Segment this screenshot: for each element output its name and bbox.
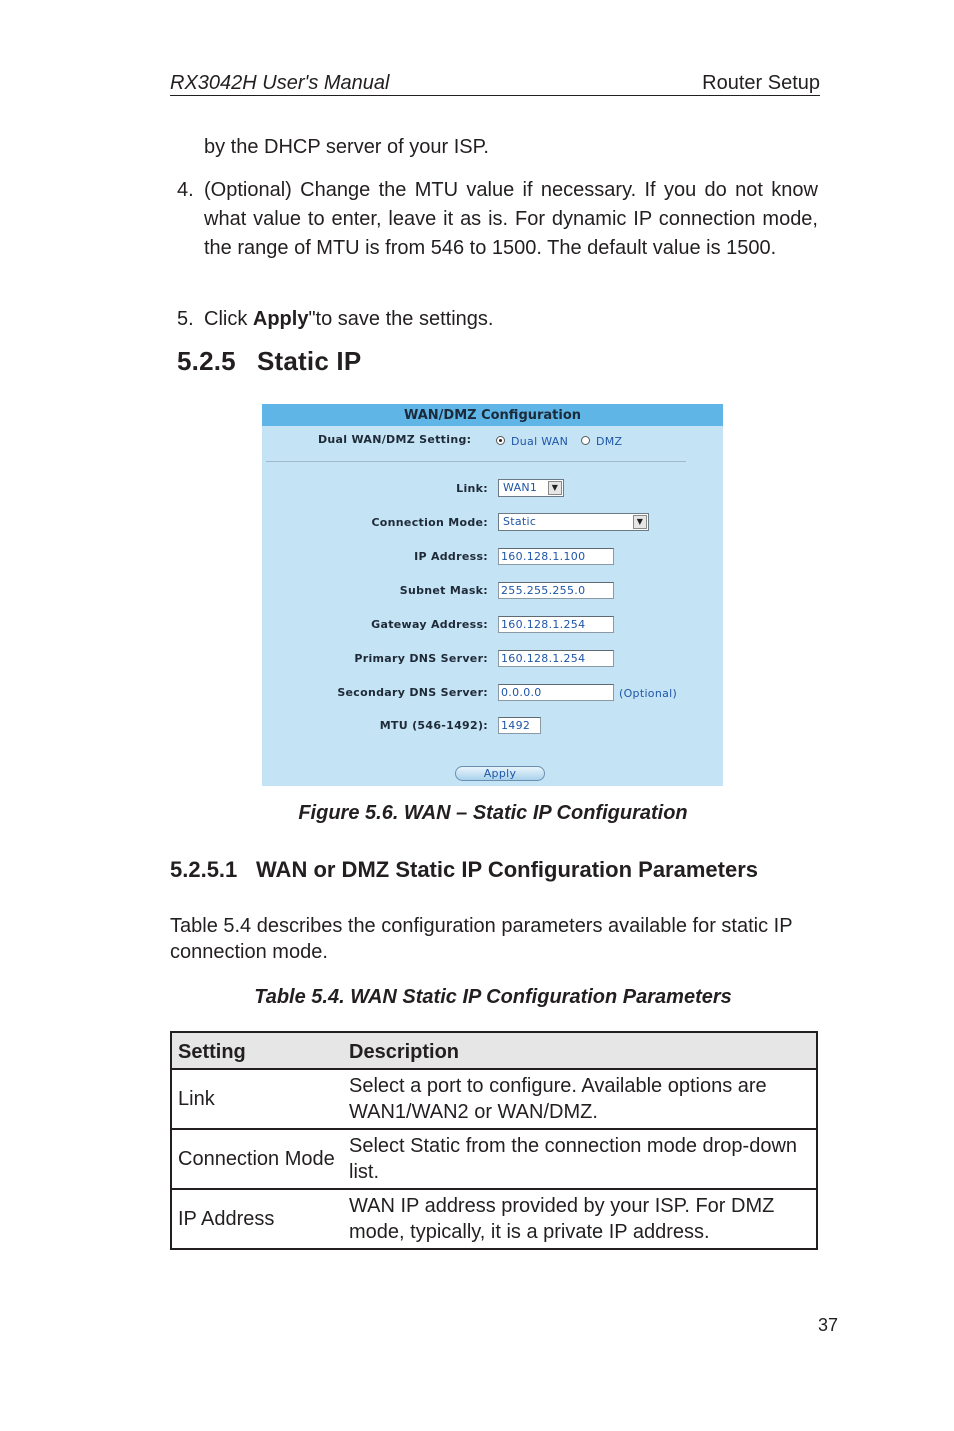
figure-caption: Figure 5.6. WAN – Static IP Configuration	[298, 802, 688, 824]
secondary-dns-input[interactable]: 0.0.0.0	[498, 684, 614, 701]
radio-dual-wan-label: Dual WAN	[511, 435, 569, 448]
ip-address-label: IP Address:	[414, 550, 488, 563]
description-cell: Select a port to configure. Available options are WAN1/WAN2 or WAN/DMZ.	[348, 1069, 817, 1129]
setting-cell: Link	[171, 1069, 348, 1129]
header-setting: Setting	[171, 1032, 348, 1069]
step-5-number: 5.	[177, 308, 194, 330]
optional-note: (Optional)	[619, 687, 678, 700]
description-cell: Select Static from the connection mode drop-down list.	[348, 1129, 817, 1189]
step-5-apply-bold: Apply	[252, 308, 309, 330]
radio-dual-wan[interactable]	[496, 436, 505, 445]
description-cell: WAN IP address provided by your ISP. For DMZ mode, typically, it is a private IP address.	[348, 1189, 817, 1249]
connection-mode-label: Connection Mode:	[371, 516, 488, 529]
params-table	[170, 1031, 818, 1250]
link-select[interactable]	[498, 479, 564, 497]
mtu-label: MTU (546-1492):	[379, 719, 488, 732]
chevron-down-icon: ▼	[633, 515, 647, 529]
gateway-address-label: Gateway Address:	[371, 618, 488, 631]
gateway-address-input[interactable]: 160.128.1.254	[498, 616, 614, 633]
subsection-title: WAN or DMZ Static IP Configuration Parameters	[256, 857, 759, 882]
wan-dmz-config-screenshot	[262, 404, 723, 786]
primary-dns-label: Primary DNS Server:	[354, 652, 488, 665]
step-5-suffix: "to save the settings.	[308, 308, 494, 330]
setting-cell: IP Address	[171, 1189, 348, 1249]
subsection-number: 5.2.5.1	[170, 857, 238, 882]
subnet-mask-input[interactable]: 255.255.255.0	[498, 582, 614, 599]
panel-divider	[266, 461, 686, 462]
header-description: Description	[348, 1032, 817, 1069]
step-4-number: 4.	[177, 179, 194, 201]
table-intro-paragraph: Table 5.4 describes the configuration parameters available for static IP connection mode.	[170, 915, 793, 963]
chevron-down-icon: ▼	[548, 481, 562, 495]
apply-button[interactable]: Apply	[455, 766, 545, 781]
ip-address-input[interactable]: 160.128.1.100	[498, 548, 614, 565]
mtu-input[interactable]: 1492	[498, 717, 541, 734]
secondary-dns-label: Secondary DNS Server:	[337, 686, 488, 699]
table-row	[171, 1129, 817, 1189]
table-caption: Table 5.4. WAN Static IP Configuration Parameters	[254, 986, 732, 1008]
subnet-mask-label: Subnet Mask:	[399, 584, 488, 597]
manual-title: RX3042H User's Manual	[170, 72, 390, 94]
subsection-heading	[170, 857, 758, 883]
dhcp-paragraph: by the DHCP server of your ISP.	[204, 136, 489, 158]
primary-dns-input[interactable]: 160.128.1.254	[498, 650, 614, 667]
dual-wan-dmz-setting-label: Dual WAN/DMZ Setting:	[318, 433, 472, 446]
config-panel-title: WAN/DMZ Configuration	[262, 404, 723, 426]
step-4-text: (Optional) Change the MTU value if necessary. If you do not know what value to enter, leave it as is. For dynamic IP connection mode, the range of MTU is from 546 to 1500. The default value is 1500.	[204, 179, 818, 259]
step-5-text	[204, 305, 493, 334]
connection-mode-select[interactable]	[498, 513, 649, 531]
step-5-prefix: Click	[204, 308, 253, 330]
radio-dmz[interactable]	[581, 436, 590, 445]
connection-mode-value: Static	[503, 515, 537, 528]
header-rule	[170, 95, 820, 96]
section-title: Static IP	[257, 346, 362, 376]
link-label: Link:	[456, 482, 488, 495]
section-running-title: Router Setup	[702, 72, 820, 94]
page-number: 37	[818, 1315, 839, 1335]
setting-cell: Connection Mode	[171, 1129, 348, 1189]
radio-dmz-label: DMZ	[596, 435, 623, 448]
section-number: 5.2.5	[177, 346, 236, 376]
table-row	[171, 1069, 817, 1129]
table-header-row	[171, 1032, 817, 1069]
table-row	[171, 1189, 817, 1249]
section-heading	[177, 346, 361, 377]
link-select-value: WAN1	[503, 481, 538, 494]
